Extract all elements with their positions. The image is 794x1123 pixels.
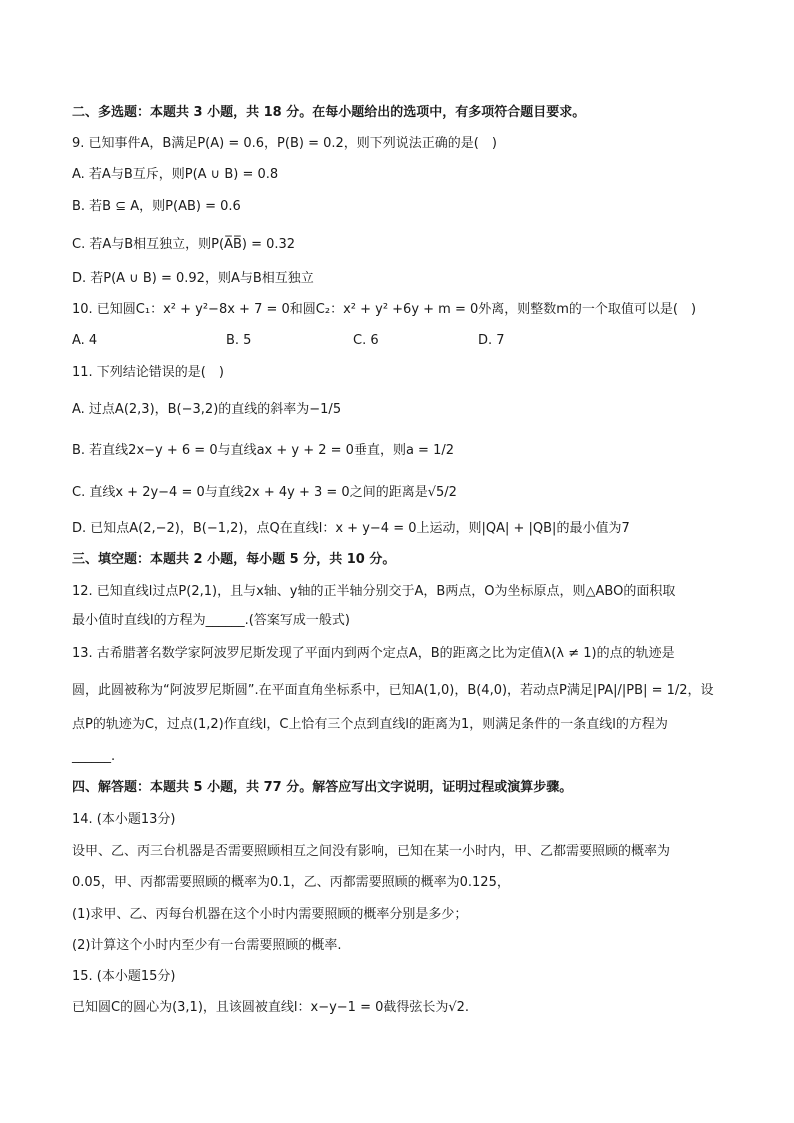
question-10-option-d: D. 7 [478,333,505,348]
question-13-line-4: ______. [72,749,116,764]
question-10-option-b: B. 5 [226,333,252,348]
question-14-line-3: (1)求甲、乙、丙每台机器在这个小时内需要照顾的概率分别是多少； [72,907,468,922]
question-14-line-4: (2)计算这个小时内至少有一台需要照顾的概率. [72,938,342,953]
question-10-option-c: C. 6 [353,333,379,348]
question-14-line-2: 0.05，甲、丙都需要照顾的概率为0.1，乙、丙都需要照顾的概率为0.125， [72,875,510,890]
question-14-label: 14. (本小题13分) [72,812,176,827]
question-9-option-a: A. 若A与B互斥，则P(A ∪ B) = 0.8 [72,167,279,182]
question-11-option-c: C. 直线x + 2y−4 = 0与直线2x + 4y + 3 = 0之间的距离是√5/2 [72,485,457,500]
question-13-line-2: 圆，此圆被称为“阿波罗尼斯圆”.在平面直角坐标系中，已知A(1,0)，B(4,0)，若动点P满足|PA|/|PB| = 1/2，设 [72,683,714,698]
section-heading-multiple-choice: 二、多选题：本题共 3 小题，共 18 分。在每小题给出的选项中，有多项符合题目要求。 [72,105,586,120]
question-13-line-3: 点P的轨迹为C，过点(1,2)作直线l，C上恰有三个点到直线l的距离为1，则满足条件的一条直线l的方程为 [72,717,668,732]
question-11-option-d: D. 已知点A(2,−2)，B(−1,2)，点Q在直线l：x + y−4 = 0上运动，则|QA| + |QB|的最小值为7 [72,521,630,536]
question-15-line-1: 已知圆C的圆心为(3,1)，且该圆被直线l：x−y−1 = 0截得弦长为√2. [72,1000,470,1015]
question-11-option-a: A. 过点A(2,3)，B(−3,2)的直线的斜率为−1/5 [72,402,342,417]
question-11-option-b: B. 若直线2x−y + 6 = 0与直线ax + y + 2 = 0垂直，则a = 1/2 [72,443,455,458]
question-10-stem: 10. 已知圆C₁：x² + y²−8x + 7 = 0和圆C₂：x² + y² +6y + m = 0外离，则整数m的一个取值可以是( ) [72,302,697,317]
question-9-option-c: C. 若A与B相互独立，则P(A̅B̅) = 0.32 [72,237,296,252]
question-12-line-2: 最小值时直线l的方程为______.(答案写成一般式) [72,613,350,628]
question-13-line-1: 13. 古希腊著名数学家阿波罗尼斯发现了平面内到两个定点A，B的距离之比为定值λ(λ ≠ 1)的点的轨迹是 [72,646,675,661]
question-9-stem: 9. 已知事件A，B满足P(A) = 0.6，P(B) = 0.2，则下列说法正确的是( ) [72,136,497,151]
question-14-line-1: 设甲、乙、丙三台机器是否需要照顾相互之间没有影响，已知在某一小时内，甲、乙都需要照顾的概率为 [72,844,671,859]
question-12-line-1: 12. 已知直线l过点P(2,1)，且与x轴、y轴的正半轴分别交于A，B两点，O为坐标原点，则△ABO的面积取 [72,584,676,599]
section-heading-fill-in: 三、填空题：本题共 2 小题，每小题 5 分，共 10 分。 [72,552,396,567]
question-15-label: 15. (本小题15分) [72,969,176,984]
question-9-option-d: D. 若P(A ∪ B) = 0.92，则A与B相互独立 [72,271,314,286]
section-heading-free-response: 四、解答题：本题共 5 小题，共 77 分。解答应写出文字说明，证明过程或演算步骤。 [72,780,573,795]
question-10-options [72,332,722,350]
question-9-option-b: B. 若B ⊆ A，则P(AB) = 0.6 [72,199,241,214]
question-11-stem: 11. 下列结论错误的是( ) [72,365,224,380]
question-10-option-a: A. 4 [72,333,98,348]
